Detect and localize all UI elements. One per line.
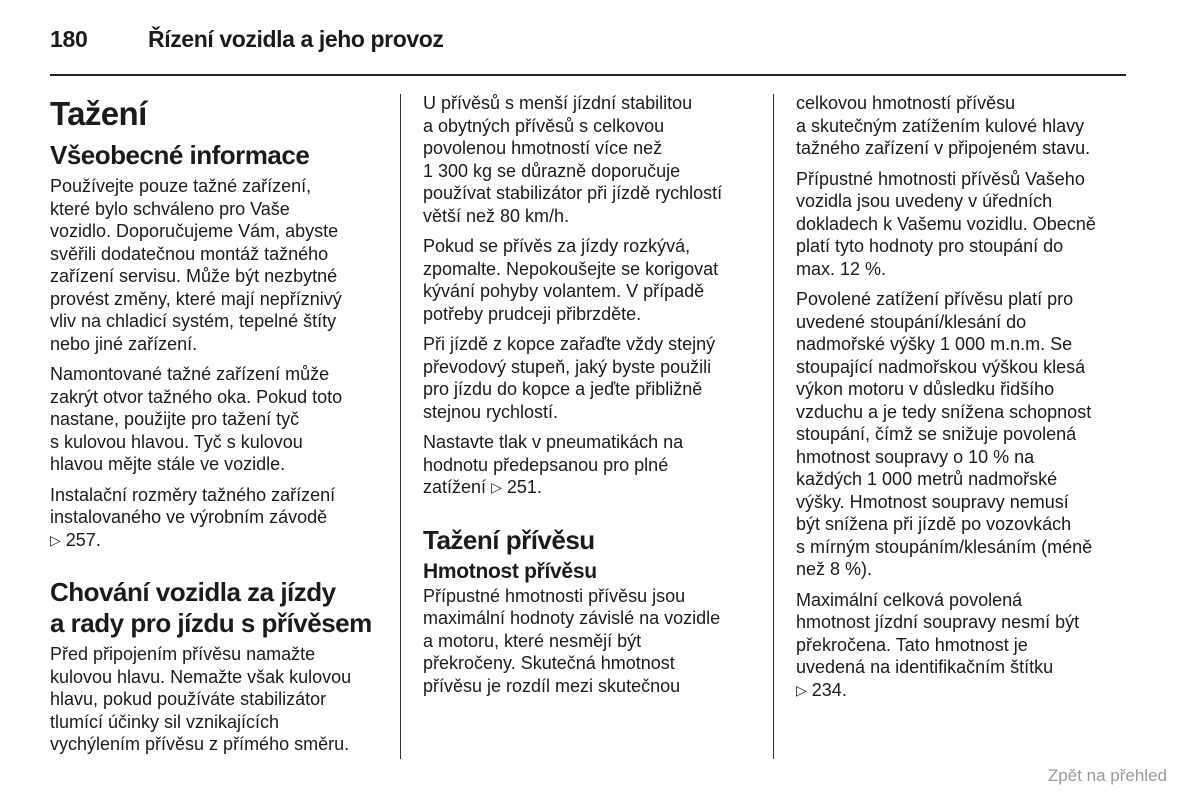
- text-line: a obytných přívěsů s celkovou: [423, 115, 665, 136]
- text-line: zařízení servisu. Může být nezbytné: [50, 266, 338, 286]
- paragraph: [796, 288, 1136, 581]
- text-line: nastane, použijte pro tažení tyč: [50, 409, 300, 429]
- chapter-title: Řízení vozidla a jeho provoz: [148, 26, 444, 52]
- paragraph: [423, 235, 763, 325]
- text-line: nebo jiné zařízení.: [50, 333, 198, 354]
- text-line: nadmořské výšky 1 000 m.n.m. Se: [796, 334, 1073, 354]
- text-line: hlavu, pokud používáte stabilizátor: [50, 689, 327, 709]
- paragraph: [423, 585, 763, 698]
- text-line: uvedené stoupání/klesání do: [796, 311, 1027, 332]
- page-reference-arrow-icon: ▷: [491, 479, 502, 495]
- text-line: Používejte pouze tažné zařízení,: [50, 176, 312, 196]
- text-line: s mírným stoupáním/klesáním (méně: [796, 536, 1093, 557]
- text-line: vozidla jsou uvedeny v úředních: [796, 191, 1053, 211]
- text-line: Namontované tažné zařízení může: [50, 364, 330, 384]
- text-line: stoupající nadmořskou výškou klesá: [796, 356, 1086, 377]
- text-line: které bylo schváleno pro Vaše: [50, 198, 290, 219]
- paragraph: [796, 589, 1136, 702]
- text-line: vozidlo. Doporučujeme Vám, abyste: [50, 221, 339, 241]
- text-line: a motoru, které nesmějí být: [423, 630, 642, 651]
- text-line: než 8 %).: [796, 559, 873, 579]
- text-line: Instalační rozměry tažného zařízení: [50, 484, 336, 505]
- paragraph: [50, 175, 390, 355]
- text-line: a skutečným zatížením kulové hlavy: [796, 115, 1085, 136]
- text-line: Přípustné hmotnosti přívěsu jsou: [423, 585, 686, 606]
- text-line: stejnou rychlostí.: [423, 401, 559, 422]
- text-line: maximální hodnoty závislé na vozidle: [423, 608, 721, 628]
- text-line: zpomalte. Nepokoušejte se korigovat: [423, 258, 719, 279]
- subsection-heading-general: Všeobecné informace: [50, 140, 310, 170]
- page-reference-arrow-icon: ▷: [796, 681, 807, 698]
- text-line: Před připojením přívěsu namažte: [50, 644, 316, 664]
- text-line: 1 300 kg se důrazně doporučuje: [423, 160, 681, 181]
- text-line: dokladech k Vašemu vozidlu. Obecně: [796, 213, 1096, 234]
- column-divider-1: [400, 94, 401, 759]
- text-line: být snížena při jízdě po vozovkách: [796, 514, 1072, 534]
- text-line: stoupání, čímž se snižuje povolená: [796, 424, 1077, 444]
- text-line: instalovaného ve výrobním závodě: [50, 507, 328, 527]
- text-line: svěřili dodatečnou montáž tažného: [50, 243, 329, 264]
- page-reference-arrow-icon: ▷: [50, 531, 61, 548]
- text-line: zakrýt otvor tažného oka. Pokud toto: [50, 386, 343, 407]
- text-line: Nastavte tlak v pneumatikách na: [423, 432, 684, 452]
- text-line: vychýlením přívěsu z přímého směru.: [50, 734, 350, 754]
- paragraph: [50, 363, 390, 476]
- paragraph: [50, 643, 390, 756]
- page-reference[interactable]: ▷ 257.: [50, 529, 101, 550]
- subsection-heading-behaviour: Chování vozidla za jízdy a rady pro jízdu s přívěsem: [50, 577, 372, 638]
- text-line: Při jízdě z kopce zařaďte vždy stejný: [423, 334, 716, 354]
- text-line: hlavou mějte stále ve vozidle.: [50, 454, 286, 474]
- text-line: platí tyto hodnoty pro stoupání do: [796, 236, 1064, 256]
- header-divider: [50, 74, 1126, 76]
- column-divider-2: [773, 94, 774, 759]
- text-line: překročeny. Skutečná hmotnost: [423, 653, 675, 673]
- text-line: potřeby prudceji přibrzděte.: [423, 303, 642, 324]
- page-header: [50, 26, 1126, 54]
- subsection-heading-trailer-weight: Hmotnost přívěsu: [423, 559, 597, 583]
- column-left: [50, 92, 390, 764]
- text-line: pro jízdu do kopce a jeďte přibližně: [423, 379, 703, 399]
- paragraph: [796, 92, 1136, 160]
- text-line: kývání pohyby volantem. V případě: [423, 281, 705, 301]
- text-line: hmotnost soupravy o 10 % na: [796, 446, 1035, 467]
- text-line: s kulovou hlavou. Tyč s kulovou: [50, 431, 303, 452]
- text-line: tlumící účinky sil vznikajících: [50, 711, 280, 732]
- text-line: Pokud se přívěs za jízdy rozkývá,: [423, 236, 691, 256]
- section-heading-trailer-towing: Tažení přívěsu: [423, 524, 595, 555]
- text-line: překročena. Tato hmotnost je: [796, 634, 1028, 655]
- page-number: 180: [50, 26, 88, 52]
- column-middle: [423, 92, 763, 705]
- text-line: větší než 80 km/h.: [423, 205, 570, 226]
- text-line: hmotnost jízdní soupravy nesmí být: [796, 612, 1080, 632]
- paragraph: [423, 333, 763, 423]
- text-line: převodový stupeň, jaký byste použili: [423, 356, 712, 377]
- text-line: hodnotu předepsanou pro plné: [423, 454, 669, 475]
- text-line: vzduchu a je tedy snížena schopnost: [796, 401, 1092, 422]
- page-reference[interactable]: zatížení ▷ 251.: [423, 477, 542, 497]
- text-line: používat stabilizátor při jízdě rychlostí: [423, 183, 723, 203]
- section-heading-towing: Tažení: [50, 95, 147, 132]
- text-line: výšky. Hmotnost soupravy nemusí: [796, 491, 1069, 512]
- text-line: max. 12 %.: [796, 258, 887, 279]
- text-line: tažného zařízení v připojeném stavu.: [796, 138, 1091, 158]
- text-line: Maximální celková povolená: [796, 589, 1023, 610]
- text-line: provést změny, které mají nepříznivý: [50, 288, 342, 309]
- text-line: uvedená na identifikačním štítku: [796, 657, 1054, 677]
- text-line: přívěsu je rozdíl mezi skutečnou: [423, 675, 681, 696]
- text-line: Povolené zatížení přívěsu platí pro: [796, 289, 1074, 309]
- paragraph: [423, 431, 763, 499]
- text-line: vliv na chladicí systém, tepelné štíty: [50, 311, 337, 331]
- paragraph: [423, 92, 763, 227]
- text-line: Přípustné hmotnosti přívěsů Vašeho: [796, 168, 1085, 189]
- paragraph: [50, 484, 390, 552]
- text-line: U přívěsů s menší jízdní stabilitou: [423, 93, 693, 113]
- back-to-overview-link[interactable]: Zpět na přehled: [1047, 766, 1167, 785]
- page-reference[interactable]: ▷ 234.: [796, 679, 847, 700]
- text-line: kulovou hlavu. Nemažte však kulovou: [50, 666, 352, 687]
- text-line: celkovou hmotností přívěsu: [796, 93, 1016, 113]
- column-right: [796, 92, 1136, 709]
- text-line: výkon motoru v důsledku řidšího: [796, 379, 1055, 399]
- text-line: povolenou hmotností více než: [423, 138, 663, 158]
- paragraph: [796, 168, 1136, 281]
- text-line: každých 1 000 metrů nadmořské: [796, 469, 1058, 489]
